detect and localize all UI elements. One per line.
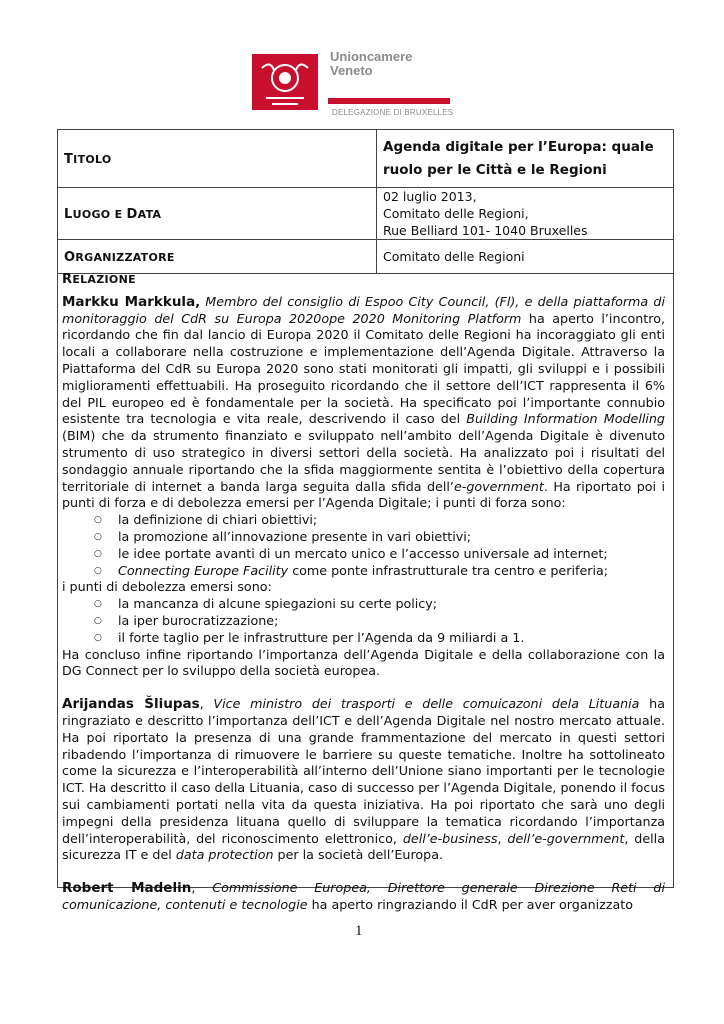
relazione-label: RELAZIONE bbox=[62, 272, 136, 287]
list-item: ○ la definizione di chiari obiettivi; bbox=[94, 512, 665, 529]
list-item: ○ Connecting Europe Facility come ponte infrastrutturale tra centro e periferia; bbox=[94, 563, 665, 580]
luogo-value: 02 luglio 2013, Comitato delle Regioni, Rue Belliard 101- 1040 Bruxelles bbox=[377, 188, 674, 240]
page-number: 1 bbox=[355, 923, 363, 939]
brand-subtitle: DELEGAZIONE DI BRUXELLES bbox=[332, 108, 454, 117]
brand-name: Unioncamere Veneto bbox=[330, 49, 413, 78]
strengths-list bbox=[62, 512, 665, 579]
titolo-value: Agenda digitale per l’Europa: quale ruolo per le Città e le Regioni bbox=[377, 130, 674, 188]
weaknesses-intro: i punti di debolezza emersi sono: bbox=[62, 579, 272, 595]
lion-emblem-icon bbox=[252, 54, 318, 110]
list-item: ○ la mancanza di alcune spiegazioni su certe policy; bbox=[94, 596, 665, 613]
header-logo bbox=[252, 48, 462, 122]
titolo-label: TITOLO bbox=[58, 130, 377, 188]
weaknesses-list bbox=[62, 596, 665, 646]
list-item: ○ la promozione all’innovazione presente in vari obiettivi; bbox=[94, 529, 665, 546]
brand-divider bbox=[328, 98, 450, 104]
luogo-label: LUOGO E DATA bbox=[58, 188, 377, 240]
list-item: ○ il forte taglio per le infrastrutture per l’Agenda da 9 miliardi a 1. bbox=[94, 630, 665, 647]
list-item: ○ le idee portate avanti di un mercato unico e l’accesso universale ad internet; bbox=[94, 546, 665, 563]
report-box bbox=[57, 262, 674, 912]
report-body bbox=[58, 272, 671, 914]
speaker-3-paragraph: Robert Madelin, Commissione Europea, Direttore generale Direzione Reti di comunicazione, contenuti e tecnologie ha aperto ringraziando il CdR per aver organizzato bbox=[62, 880, 665, 912]
list-item: ○ la iper burocratizzazione; bbox=[94, 613, 665, 630]
speaker-2-paragraph: Arijandas Šliupas, Vice ministro dei trasporti e delle comuicazoni dela Lituania ha ringraziato e descritto l’importanza dell’ICT e dell’Agenda Digitale nel nostro mercato attuale. Ha poi riportato la presenza di una grande frammentazione del mercato in questi settori ribadendo l’importanza di rimuovere le barriere su queste tematiche. Inoltre ha sottolineato come la sicurezza e l’interoperabilità all’interno dell’Unione siano importanti per le tecnologie ICT. Ha descritto il caso della Lituania, caso di successo per l’Agenda Digitale, ponendo il focus sui cambiamenti portati nella vita da questa iniziativa. Ha poi riportato che sarà uno degli impegni della presidenza lituana quello di sviluppare la tematica ricordando l’importanza dell’interoperabilità, del riconoscimento elettronico, dell’e-business, dell’e-government, della sicurezza IT e del data protection per la società dell’Europa. bbox=[62, 696, 665, 863]
speaker-1-conclusion: Ha concluso infine riportando l’importanza dell’Agenda Digitale e della collaborazione con la DG Connect per lo sviluppo della società europea. bbox=[62, 646, 665, 679]
info-table bbox=[57, 129, 674, 274]
organizzatore-value: Comitato delle Regioni bbox=[377, 240, 674, 274]
speaker-1-paragraph: Markku Markkula, Membro del consiglio di Espoo City Council, (Fl), e della piattaforma di monitoraggio del CdR su Europa 2020ope 2020 Monitoring Platform ha aperto l’incontro, ricordando che fin dal lancio di Europa 2020 il Comitato delle Regioni ha incoraggiato gli enti locali a collaborare nella costruzione e implementazione dell’Agenda Digitale. Attraverso la Piattaforma del CdR su Europa 2020 sono stati monitorati gli impatti, gli sviluppi e i possibili miglioramenti effettuabili. Ha proseguito ricordando che il settore dell’ICT rappresenta il 6% del PIL europeo ed è fondamentale per la società. Ha specificato poi l’importante connubio esistente tra tecnologia e vita reale, descrivendo il caso del Building Information Modelling (BIM) che da strumento finanziato e sviluppato nell’ambito dell’Agenda Digitale è divenuto strumento di uso strategico in diversi settori della società. Ha analizzato poi i risultati del sondaggio annuale riportando che la sfida maggiormente sentita è l’obiettivo della copertura territoriale di internet a banda larga seguita dalla sfida dell’e-government. Ha riportato poi i punti di forza e di debolezza emersi per l’Agenda Digitale; i punti di forza sono: bbox=[62, 293, 666, 511]
organizzatore-label: ORGANIZZATORE bbox=[58, 240, 377, 274]
